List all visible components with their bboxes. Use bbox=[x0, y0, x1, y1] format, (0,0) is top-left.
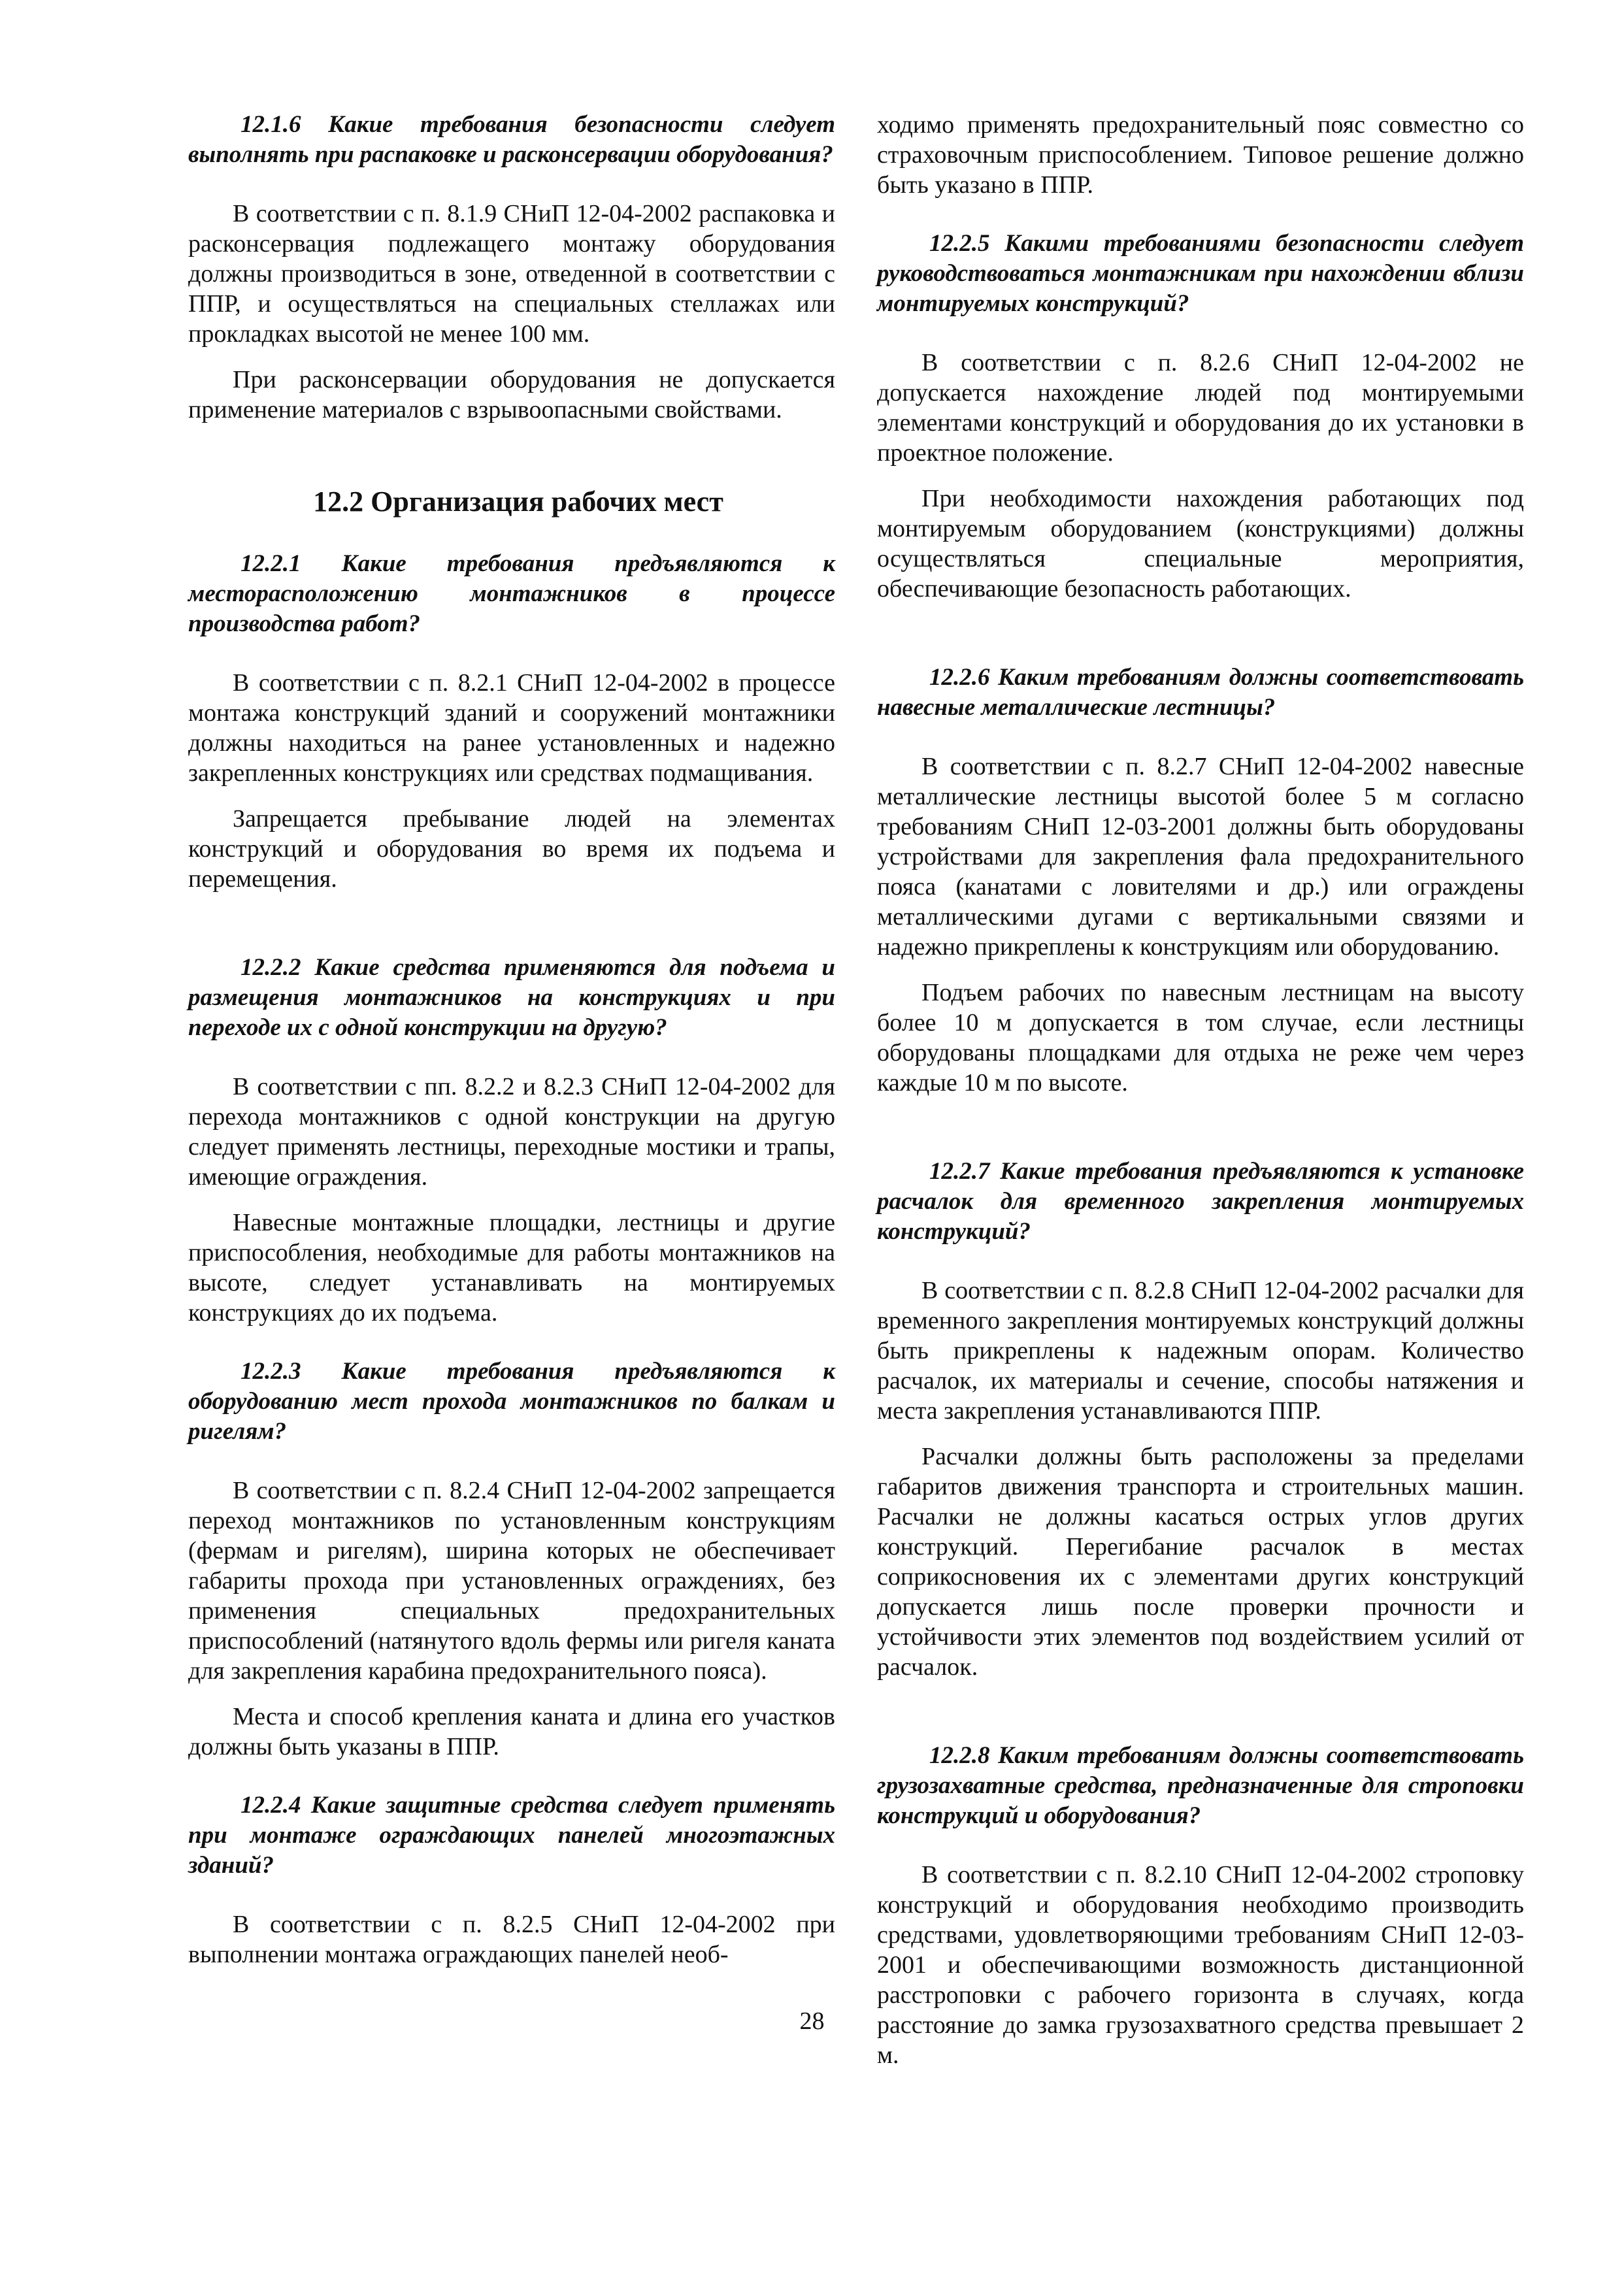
answer-12-2-8-paragraph-1: В соответствии с п. 8.2.10 СНиП 12-04-2002 строповку конструкций и оборудования необходимо производить средствами, удовлетворяющими требованиям СНиП 12-03-2001 и обеспечивающими возможность дистанционной расстроповки с рабочего горизонта в случаях, когда расстояние до замка грузозахватного средства превышает 2 м. bbox=[877, 1861, 1524, 2069]
question-12-1-6: 12.1.6 Какие требования безопасности следует выполнять при распаковке и расконсервации оборудования? bbox=[188, 111, 835, 168]
answer-12-2-4-continuation: ходимо применять предохранительный пояс совместно со страховочным приспособлением. Типовое решение должно быть указано в ППР. bbox=[877, 111, 1524, 199]
answer-12-2-6-paragraph-1: В соответствии с п. 8.2.7 СНиП 12-04-2002 навесные металлические лестницы высотой более 5 м согласно требованиям СНиП 12-03-2001 должны быть оборудованы устройствами для закрепления фала предохранительного пояса (канатами с ловителями и др.) или ограждены металлическими дугами с вертикальными связями и надежно прикреплены к конструкциям или оборудованию. bbox=[877, 753, 1524, 961]
answer-12-1-6-paragraph-2: При расконсервации оборудования не допускается применение материалов с взрывоопасными свойствами. bbox=[188, 366, 835, 423]
question-12-2-4: 12.2.4 Какие защитные средства следует применять при монтаже ограждающих панелей многоэтажных зданий? bbox=[188, 1792, 835, 1879]
question-12-2-1: 12.2.1 Какие требования предъявляются к месторасположению монтажников в процессе производства работ? bbox=[188, 550, 835, 637]
question-12-2-2: 12.2.2 Какие средства применяются для подъема и размещения монтажников на конструкциях и при переходе их с одной конструкции на другую? bbox=[188, 954, 835, 1041]
right-column bbox=[877, 110, 1524, 2070]
answer-12-2-7-paragraph-1: В соответствии с п. 8.2.8 СНиП 12-04-2002 расчалки для временного закрепления монтируемых конструкций должны быть прикреплены к надежным опорам. Количество расчалок, их материалы и сечение, способы натяжения и места закрепления устанавливаются ППР. bbox=[877, 1277, 1524, 1425]
left-column bbox=[188, 110, 835, 1970]
answer-12-2-5-paragraph-2: При необходимости нахождения работающих под монтируемым оборудованием (конструкциями) должны осуществляться специальные мероприятия, обеспечивающие безопасность работающих. bbox=[877, 485, 1524, 602]
question-12-2-7: 12.2.7 Какие требования предъявляются к установке расчалок для временного закрепления монтируемых конструкций? bbox=[877, 1158, 1524, 1245]
answer-12-2-3-paragraph-1: В соответствии с п. 8.2.4 СНиП 12-04-2002 запрещается переход монтажников по установленным конструкциям (фермам и ригелям), ширина которых не обеспечивает габариты прохода при установленных ограждениях, без применения специальных предохранительных приспособлений (натянутого вдоль фермы или ригеля каната для закрепления карабина предохранительного пояса). bbox=[188, 1477, 835, 1685]
answer-12-2-2-paragraph-2: Навесные монтажные площадки, лестницы и другие приспособления, необходимые для работы монтажников на высоте, следует устанавливать на монтируемых конструкциях до их подъема. bbox=[188, 1209, 835, 1327]
answer-12-2-2-paragraph-1: В соответствии с пп. 8.2.2 и 8.2.3 СНиП 12-04-2002 для перехода монтажников с одной конструкции на другую следует применять лестницы, переходные мостики и трапы, имеющие ограждения. bbox=[188, 1073, 835, 1191]
answer-12-2-3-paragraph-2: Места и способ крепления каната и длина его участков должны быть указаны в ППР. bbox=[188, 1703, 835, 1760]
answer-12-2-4-paragraph-1: В соответствии с п. 8.2.5 СНиП 12-04-2002 при выполнении монтажа ограждающих панелей необ- bbox=[188, 1911, 835, 1968]
answer-12-2-6-paragraph-2: Подъем рабочих по навесным лестницам на высоту более 10 м допускается в том случае, если лестницы оборудованы площадками для отдыха не реже чем через каждые 10 м по высоте. bbox=[877, 979, 1524, 1097]
question-12-2-5: 12.2.5 Какими требованиями безопасности следует руководствоваться монтажникам при нахождении вблизи монтируемых конструкций? bbox=[877, 230, 1524, 317]
answer-12-2-1-paragraph-1: В соответствии с п. 8.2.1 СНиП 12-04-2002 в процессе монтажа конструкций зданий и сооружений монтажники должны находиться на ранее установленных и надежно закрепленных конструкциях или средствах подмащивания. bbox=[188, 669, 835, 787]
page-number: 28 bbox=[799, 2007, 825, 2035]
answer-12-1-6-paragraph-1: В соответствии с п. 8.1.9 СНиП 12-04-2002 распаковка и расконсервация подлежащего монтажу оборудования должны производиться в зоне, отведенной в соответствии с ППР, и осуществляться на специальных стеллажах или прокладках высотой не менее 100 мм. bbox=[188, 200, 835, 348]
question-12-2-6: 12.2.6 Каким требованиям должны соответствовать навесные металлические лестницы? bbox=[877, 664, 1524, 721]
answer-12-2-5-paragraph-1: В соответствии с п. 8.2.6 СНиП 12-04-2002 не допускается нахождение людей под монтируемыми элементами конструкций и оборудования до их установки в проектное положение. bbox=[877, 349, 1524, 467]
question-12-2-8: 12.2.8 Каким требованиям должны соответствовать грузозахватные средства, предназначенные для строповки конструкций и оборудования? bbox=[877, 1742, 1524, 1829]
answer-12-2-1-paragraph-2: Запрещается пребывание людей на элементах конструкций и оборудования во время их подъема и перемещения. bbox=[188, 805, 835, 893]
answer-12-2-7-paragraph-2: Расчалки должны быть расположены за пределами габаритов движения транспорта и строительных машин. Расчалки не должны касаться острых углов других конструкций. Перегибание расчалок в местах соприкосновения их с элементами других конструкций допускается лишь после проверки прочности и устойчивости этих элементов под воздействием усилий от расчалок. bbox=[877, 1443, 1524, 1681]
question-12-2-3: 12.2.3 Какие требования предъявляются к оборудованию мест прохода монтажников по балкам и ригелям? bbox=[188, 1358, 835, 1445]
section-title-12-2: 12.2 Организация рабочих мест bbox=[313, 486, 723, 518]
